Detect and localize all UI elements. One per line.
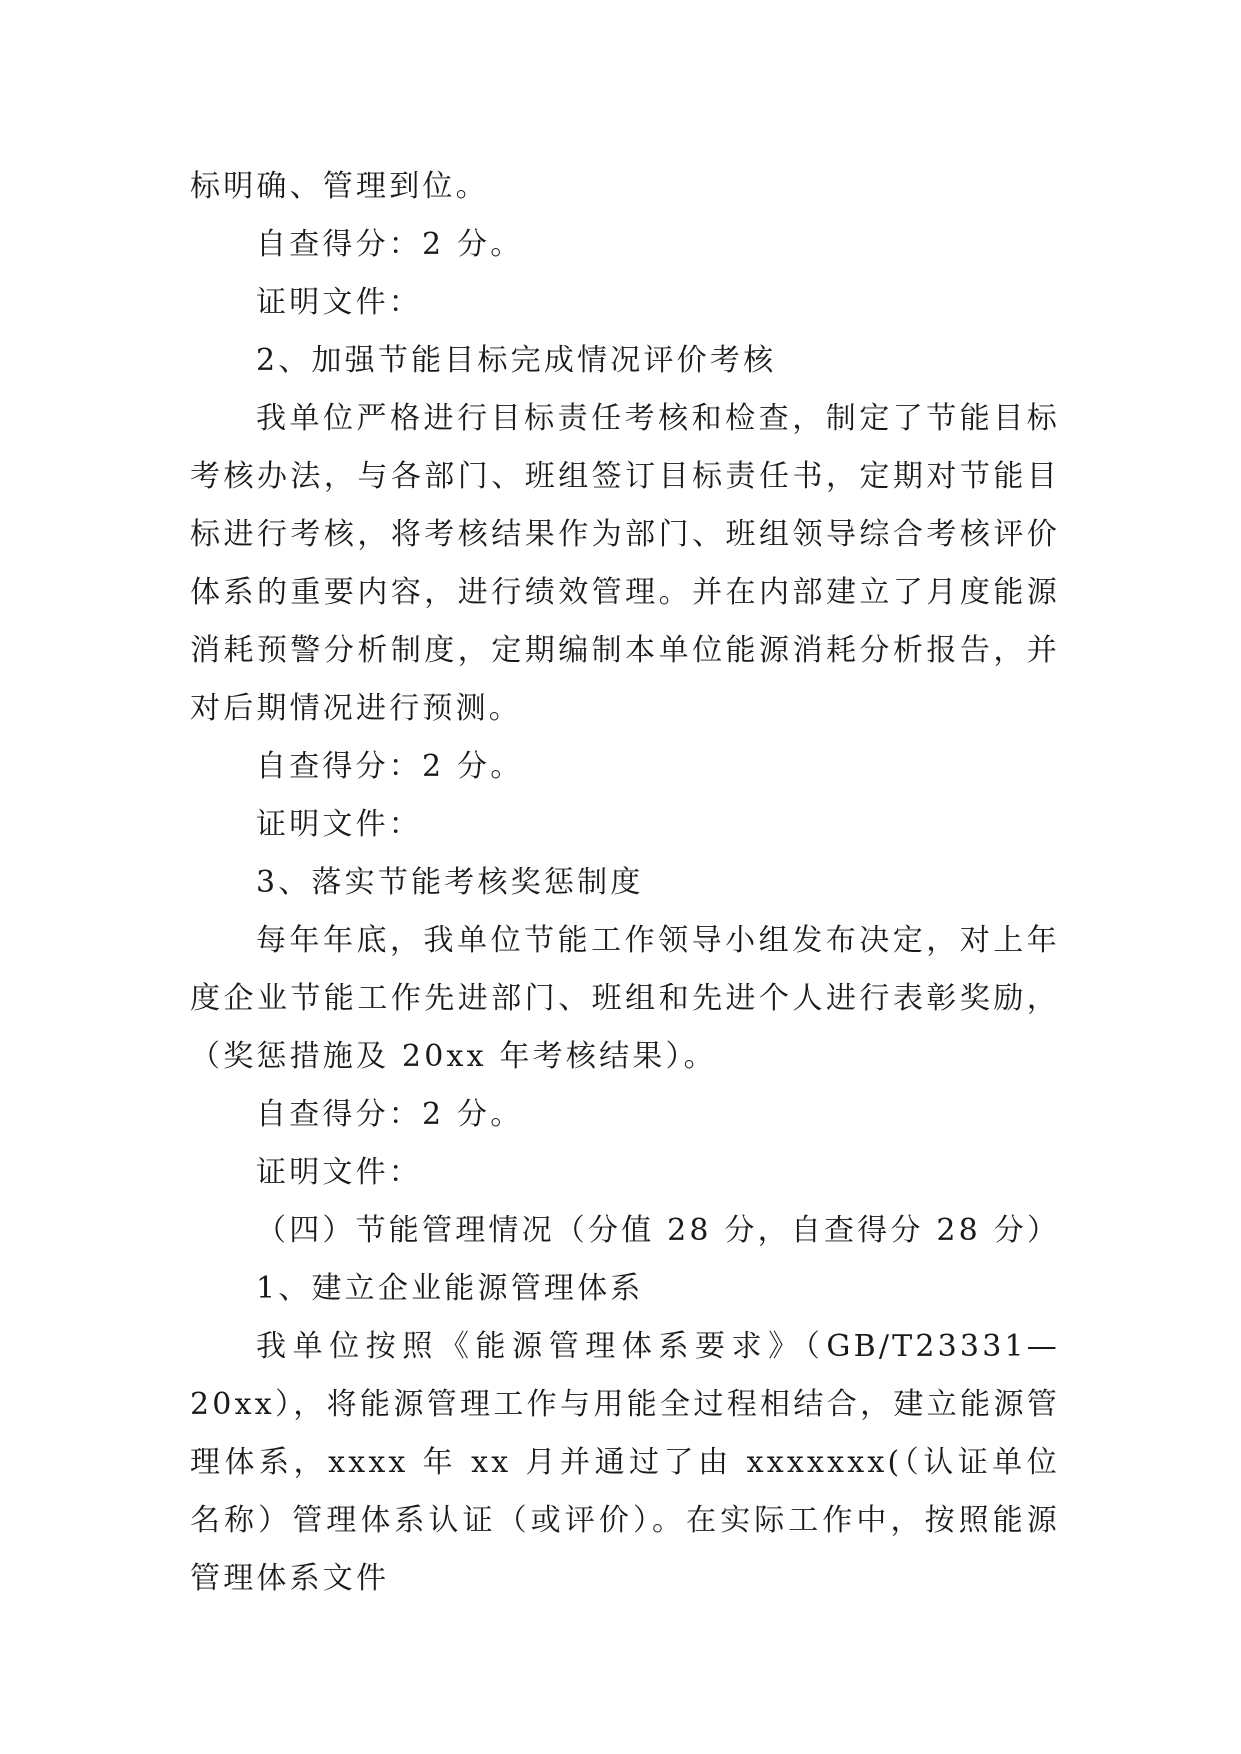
evidence-label: 证明文件： (256, 1155, 422, 1190)
section-heading: 3、落实节能考核奖惩制度 (256, 865, 644, 900)
document-body (190, 158, 1060, 1608)
paragraph-continuation: 标明确、管理到位。 (190, 169, 489, 204)
body-paragraph: 我单位严格进行目标责任考核和检查，制定了节能目标考核办法，与各部门、班组签订目标责任书，定期对节能目标进行考核，将考核结果作为部门、班组领导综合考核评价体系的重要内容，进行绩效管理。并在内部建立了月度能源消耗预警分析制度，定期编制本单位能源消耗分析报告，并对后期情况进行预测。 (190, 401, 1060, 726)
self-check-score: 自查得分：2 分。 (256, 227, 524, 262)
body-paragraph: 每年年底，我单位节能工作领导小组发布决定，对上年度企业节能工作先进部门、班组和先进个人进行表彰奖励，（奖惩措施及 20xx 年考核结果）。 (190, 923, 1060, 1074)
section-heading: 1、建立企业能源管理体系 (256, 1271, 644, 1306)
chapter-heading: （四）节能管理情况（分值 28 分，自查得分 28 分） (256, 1213, 1061, 1248)
section-heading: 2、加强节能目标完成情况评价考核 (256, 343, 777, 378)
self-check-score: 自查得分：2 分。 (256, 749, 524, 784)
evidence-label: 证明文件： (256, 807, 422, 842)
self-check-score: 自查得分：2 分。 (256, 1097, 524, 1132)
evidence-label: 证明文件： (256, 285, 422, 320)
body-paragraph: 我单位按照《能源管理体系要求》（GB/T23331—20xx），将能源管理工作与用能全过程相结合，建立能源管理体系，xxxx 年 xx 月并通过了由 xxxxxxx(（认证单位名称）管理体系认证（或评价）。在实际工作中，按照能源管理体系文件 (190, 1329, 1060, 1596)
